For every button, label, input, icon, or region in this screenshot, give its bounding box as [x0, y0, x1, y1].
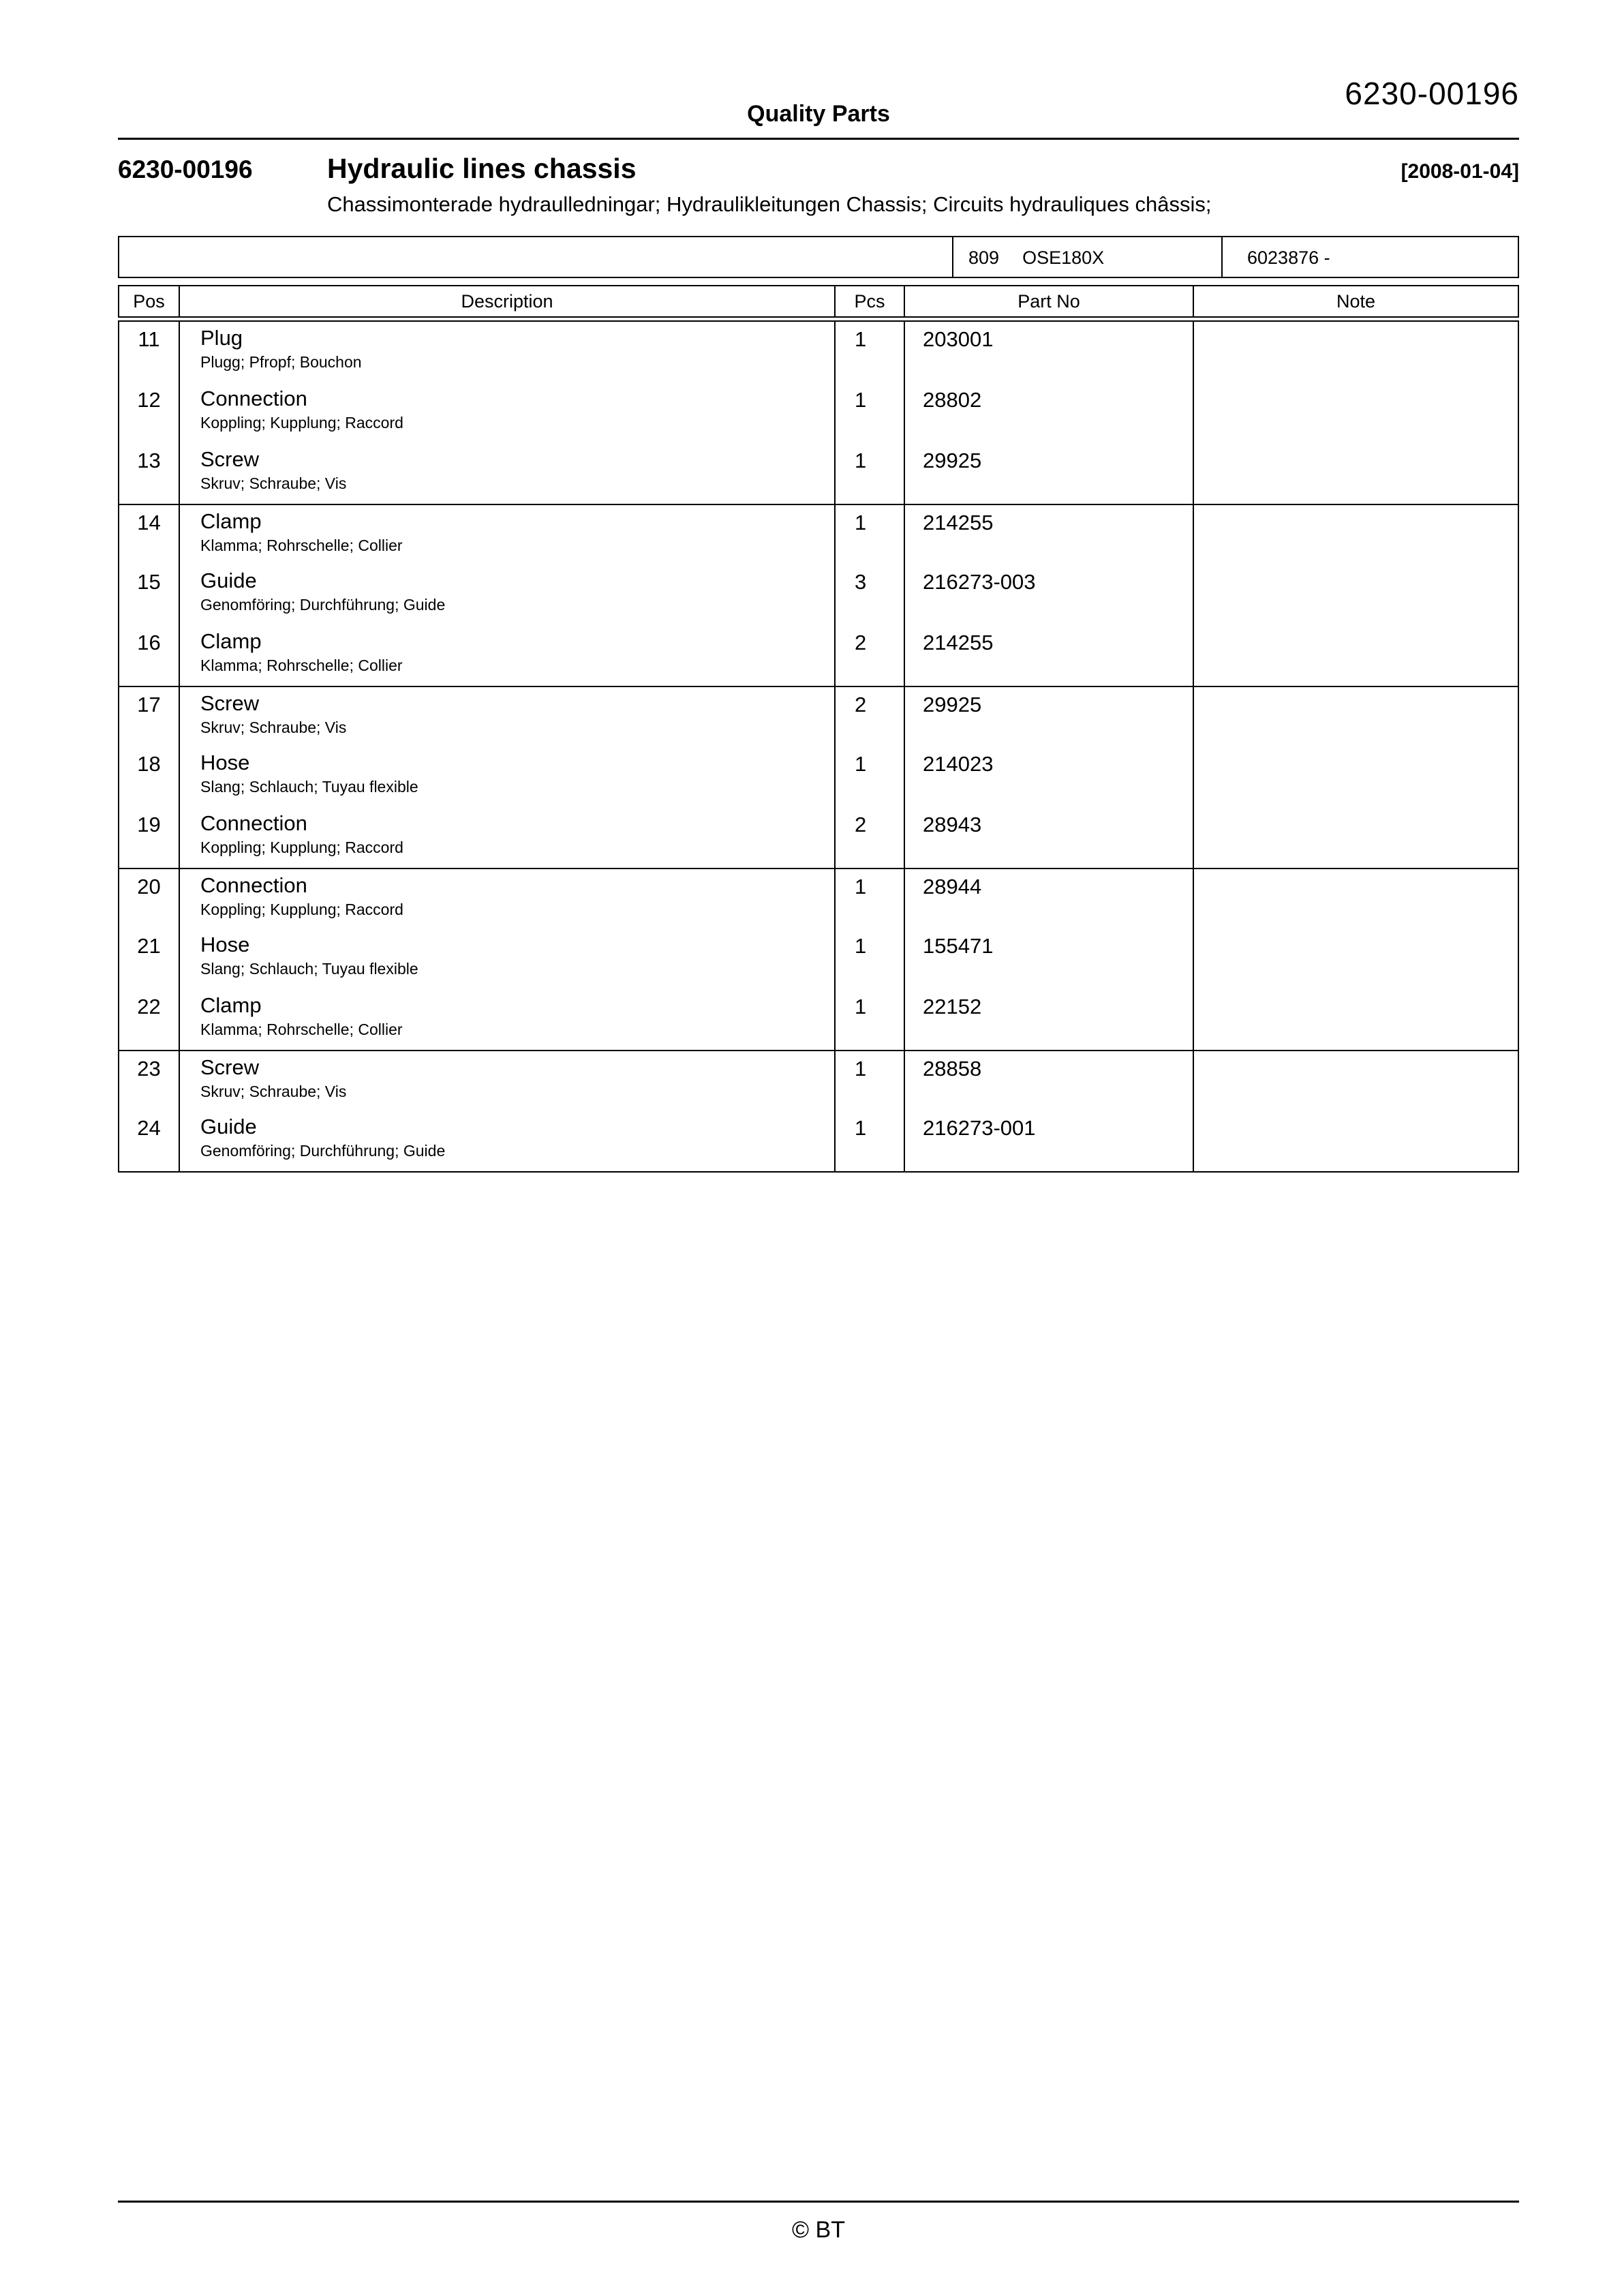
table-header-row — [118, 285, 1519, 318]
description-cell — [179, 869, 834, 928]
table-row — [119, 686, 1518, 746]
part-no-cell: 28802 — [904, 382, 1193, 443]
part-no-cell: 28943 — [904, 807, 1193, 868]
pos-cell: 16 — [137, 631, 161, 654]
pcs-cell: 1 — [834, 1111, 904, 1171]
parts-table — [118, 236, 1519, 1173]
table-row — [119, 504, 1518, 564]
doc-number: 6230-00196 — [118, 155, 253, 183]
note-cell — [1193, 1051, 1518, 1111]
note-cell — [1193, 625, 1518, 686]
description-sub: Genomföring; Durchführung; Guide — [200, 596, 446, 614]
table-row — [119, 382, 1518, 443]
description-cell — [179, 1111, 834, 1171]
pcs-cell: 2 — [834, 687, 904, 746]
pos-cell: 22 — [137, 995, 161, 1018]
note-cell — [1193, 807, 1518, 868]
footer-copyright: © BT — [792, 2217, 845, 2243]
description-cell — [179, 382, 834, 443]
description-main: Hose — [200, 751, 250, 774]
part-no-cell: 214255 — [904, 505, 1193, 564]
model-info-empty-cell — [119, 237, 952, 277]
pos-cell: 23 — [137, 1057, 161, 1081]
pos-cell: 20 — [137, 875, 161, 898]
part-no-cell: 22152 — [904, 989, 1193, 1050]
pcs-cell: 1 — [834, 746, 904, 807]
pos-cell: 14 — [137, 511, 161, 534]
pcs-cell: 1 — [834, 1051, 904, 1111]
pcs-cell: 3 — [834, 564, 904, 625]
part-no-cell: 216273-001 — [904, 1111, 1193, 1171]
note-cell — [1193, 1111, 1518, 1171]
description-cell — [179, 625, 834, 686]
description-main: Hose — [200, 933, 250, 956]
part-no-cell: 214255 — [904, 625, 1193, 686]
description-main: Guide — [200, 1115, 257, 1138]
part-no-cell: 29925 — [904, 443, 1193, 504]
table-row — [119, 1050, 1518, 1111]
pos-cell: 18 — [137, 752, 161, 776]
description-sub: Genomföring; Durchführung; Guide — [200, 1142, 446, 1160]
table-row — [119, 564, 1518, 625]
description-sub: Slang; Schlauch; Tuyau flexible — [200, 778, 418, 796]
table-row — [119, 625, 1518, 686]
footer-rule — [118, 2201, 1519, 2203]
pos-cell: 19 — [137, 813, 161, 836]
description-cell — [179, 1051, 834, 1111]
description-main: Clamp — [200, 993, 262, 1017]
table-row — [119, 1111, 1518, 1171]
pcs-cell: 1 — [834, 989, 904, 1050]
note-cell — [1193, 564, 1518, 625]
table-row — [119, 868, 1518, 928]
table-row — [119, 928, 1518, 989]
note-cell — [1193, 928, 1518, 989]
part-no-cell: 216273-003 — [904, 564, 1193, 625]
pos-cell: 24 — [137, 1116, 161, 1140]
description-main: Screw — [200, 691, 260, 715]
doc-number-top: 6230-00196 — [1345, 76, 1519, 111]
description-main: Connection — [200, 873, 307, 897]
description-main: Screw — [200, 447, 260, 471]
description-sub: Klamma; Rohrschelle; Collier — [200, 537, 403, 554]
description-sub: Koppling; Kupplung; Raccord — [200, 839, 403, 856]
pos-cell: 17 — [137, 693, 161, 716]
table-row — [119, 989, 1518, 1050]
serial-range-cell: 6023876 - — [1221, 237, 1518, 277]
description-cell — [179, 746, 834, 807]
description-sub: Skruv; Schraube; Vis — [200, 719, 347, 736]
pos-cell: 15 — [137, 570, 161, 594]
note-cell — [1193, 989, 1518, 1050]
description-cell — [179, 687, 834, 746]
pcs-cell: 2 — [834, 625, 904, 686]
pos-cell: 13 — [137, 449, 161, 472]
note-cell — [1193, 869, 1518, 928]
pos-cell: 12 — [137, 388, 161, 412]
note-cell — [1193, 687, 1518, 746]
description-main: Clamp — [200, 509, 262, 533]
description-main: Guide — [200, 569, 257, 592]
description-cell — [179, 564, 834, 625]
description-main: Screw — [200, 1055, 260, 1079]
title-block — [118, 153, 1519, 185]
pcs-cell: 1 — [834, 382, 904, 443]
pcs-cell: 1 — [834, 443, 904, 504]
doc-subtitle: Chassimonterade hydraulledningar; Hydraulikleitungen Chassis; Circuits hydrauliques châssis; — [327, 192, 1212, 216]
model-name: OSE180X — [1022, 247, 1105, 268]
description-main: Connection — [200, 387, 307, 410]
note-cell — [1193, 382, 1518, 443]
description-main: Connection — [200, 811, 307, 835]
part-no-cell: 214023 — [904, 746, 1193, 807]
pcs-cell: 1 — [834, 505, 904, 564]
description-cell — [179, 505, 834, 564]
header-pcs: Pcs — [834, 286, 904, 316]
description-sub: Klamma; Rohrschelle; Collier — [200, 656, 403, 674]
description-cell — [179, 322, 834, 382]
doc-date: [2008-01-04] — [1401, 160, 1519, 183]
description-sub: Skruv; Schraube; Vis — [200, 1083, 347, 1100]
part-no-cell: 28858 — [904, 1051, 1193, 1111]
pcs-cell: 1 — [834, 928, 904, 989]
note-cell — [1193, 505, 1518, 564]
model-info-row — [118, 236, 1519, 278]
description-main: Plug — [200, 326, 243, 350]
table-row — [119, 746, 1518, 807]
pos-cell: 21 — [137, 934, 161, 958]
header-part-no: Part No — [904, 286, 1193, 316]
header-rule — [118, 138, 1519, 140]
description-sub: Koppling; Kupplung; Raccord — [200, 901, 403, 918]
page-title: Hydraulic lines chassis — [327, 153, 637, 184]
description-cell — [179, 928, 834, 989]
part-no-cell: 28944 — [904, 869, 1193, 928]
header-description: Description — [179, 286, 834, 316]
description-sub: Koppling; Kupplung; Raccord — [200, 414, 403, 432]
note-cell — [1193, 443, 1518, 504]
description-cell — [179, 807, 834, 868]
note-cell — [1193, 322, 1518, 382]
description-sub: Klamma; Rohrschelle; Collier — [200, 1021, 403, 1038]
quality-parts-header: Quality Parts — [747, 101, 890, 127]
page-content — [118, 0, 1519, 2296]
parts-table-body — [118, 320, 1519, 1173]
pcs-cell: 2 — [834, 807, 904, 868]
part-no-cell: 29925 — [904, 687, 1193, 746]
model-info-cell — [952, 237, 1221, 277]
table-row — [119, 322, 1518, 382]
pos-cell: 11 — [138, 327, 160, 351]
part-no-cell: 155471 — [904, 928, 1193, 989]
table-row — [119, 807, 1518, 868]
description-sub: Slang; Schlauch; Tuyau flexible — [200, 960, 418, 978]
header-pos: Pos — [133, 290, 165, 312]
pcs-cell: 1 — [834, 322, 904, 382]
description-sub: Skruv; Schraube; Vis — [200, 474, 347, 492]
description-sub: Plugg; Pfropf; Bouchon — [200, 353, 362, 371]
description-cell — [179, 989, 834, 1050]
part-no-cell: 203001 — [904, 322, 1193, 382]
pcs-cell: 1 — [834, 869, 904, 928]
note-cell — [1193, 746, 1518, 807]
table-row — [119, 443, 1518, 504]
description-cell — [179, 443, 834, 504]
model-code: 809 — [968, 247, 1000, 268]
header-note: Note — [1193, 286, 1518, 316]
description-main: Clamp — [200, 629, 262, 653]
